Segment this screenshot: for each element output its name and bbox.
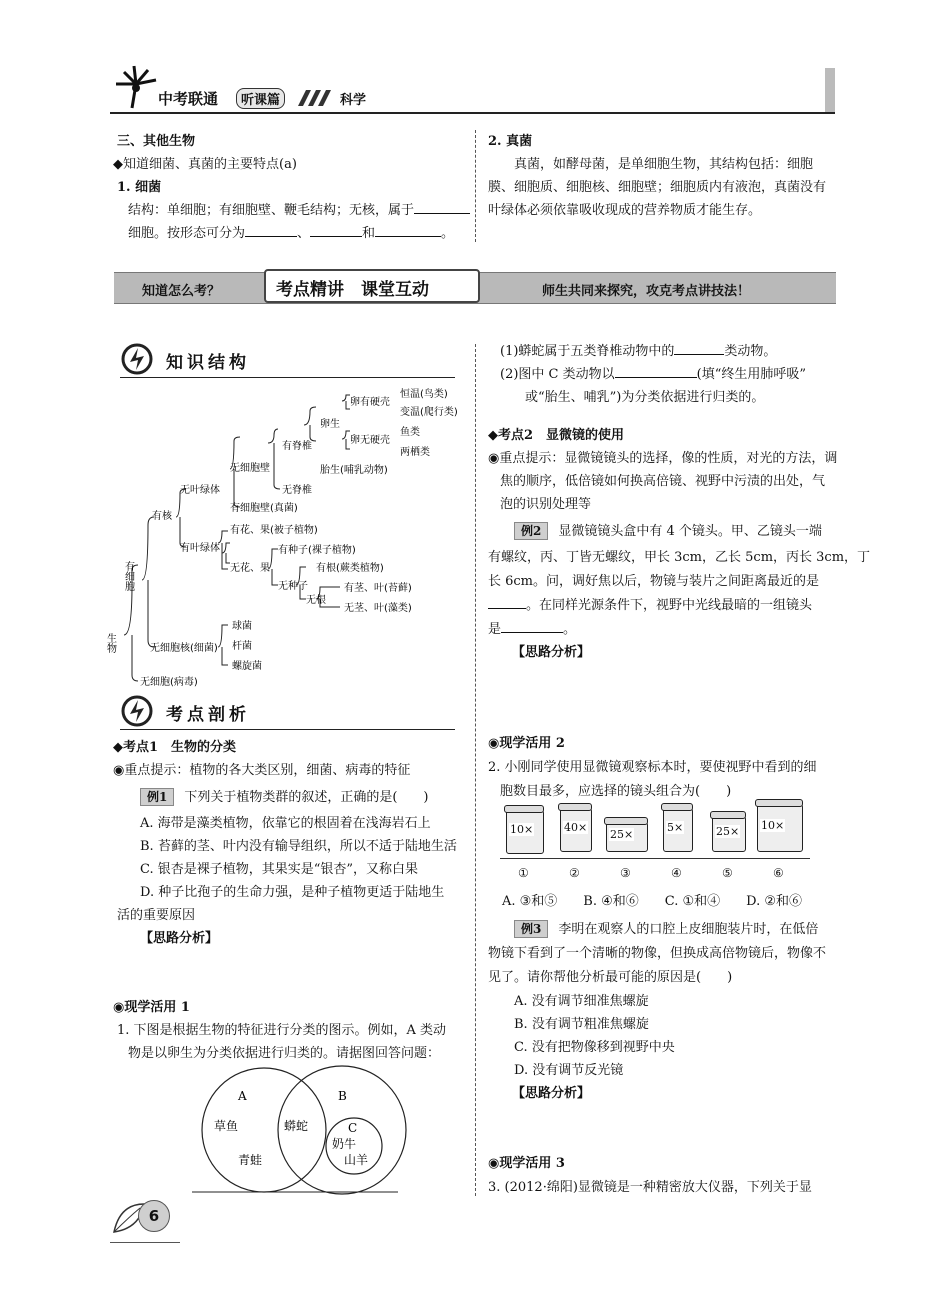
venn-c: C	[348, 1121, 358, 1135]
tree-vertebrate: 有脊椎	[282, 441, 312, 452]
ex1-option-d1: D. 种子比孢子的生命力强，是种子植物更适于陆地生	[140, 885, 445, 900]
lens-number: ②	[569, 866, 580, 880]
answer-blank[interactable]	[310, 222, 362, 237]
example2-line5	[488, 618, 576, 642]
tree-root-yes: 有根(蕨类植物)	[316, 563, 384, 574]
header-rule	[120, 729, 455, 730]
q1-text: (1)蟒蛇属于五类脊椎动物中的	[500, 344, 675, 359]
lens-label: 5×	[667, 821, 684, 834]
point1-hint: ◉重点提示：植物的各大类区别，细菌、病毒的特征	[113, 763, 411, 778]
header-rule	[120, 377, 455, 378]
lens-cap	[710, 811, 746, 819]
app1-line2: 物是以卵生为分类依据进行归类的。请据图回答问题：	[128, 1046, 441, 1061]
tree-invertebrate: 无脊椎	[282, 485, 312, 496]
example-tag: 例2	[514, 522, 548, 540]
footer-rule	[110, 1242, 180, 1243]
fungi-title: 2. 真菌	[488, 134, 533, 149]
banner-center-box	[264, 269, 480, 303]
thinking-label: 【思路分析】	[512, 645, 591, 660]
fungi-line1: 真菌，如酵母菌，是单细胞生物，其结构包括：细胞	[514, 157, 814, 172]
app2-line2: 胞数目最多，应选择的镜头组合为( )	[500, 784, 732, 799]
example3-line1	[514, 918, 818, 942]
bacteria-text2: 细胞。按形态可分为	[128, 226, 246, 241]
venn-cow: 奶牛	[332, 1137, 357, 1151]
bacteria-line1	[128, 199, 470, 223]
ex1-option-c: C. 银杏是裸子植物，其果实是“银杏”，又称白果	[140, 862, 419, 877]
ex3-option-b: B. 没有调节粗准焦螺旋	[514, 1017, 649, 1032]
page-header	[110, 62, 835, 118]
tree-stem-no: 无茎、叶(藻类)	[344, 603, 412, 614]
ex3-option-d: D. 没有调节反光镜	[514, 1063, 624, 1078]
venn-b: B	[338, 1089, 347, 1103]
tree-fish: 鱼类	[400, 427, 420, 438]
ex1-option-a: A. 海带是藻类植物，依靠它的根固着在浅海岩石上	[140, 816, 431, 831]
lens-2	[560, 806, 592, 852]
tree-no-nucleus: 无细胞核(细菌)	[150, 643, 218, 654]
tree-cell: 有细胞	[122, 561, 134, 591]
ex1-option-d2: 活的重要原因	[117, 908, 196, 923]
venn-qingwa: 青蛙	[238, 1153, 263, 1167]
banner-left: 知道怎么考？	[142, 284, 221, 299]
tree-spirilla: 螺旋菌	[232, 661, 262, 672]
ex1-option-b: B. 苔藓的茎、叶内没有输导组织，所以不适于陆地生活	[140, 839, 457, 854]
subject-label: 科学	[340, 93, 367, 108]
example3-line2: 物镜下看到了一个清晰的物像，但换成高倍物镜后，物像不	[488, 946, 827, 961]
answer-blank[interactable]	[375, 222, 441, 237]
page-number: 6	[148, 1207, 160, 1225]
lens-5	[712, 814, 746, 852]
q1-part2b: 或“胎生、哺乳”)为分类依据进行归类的。	[525, 390, 765, 405]
tree-no-flowers: 无花、果	[230, 563, 270, 574]
lens-4	[663, 806, 693, 852]
fungi-line2: 膜、细胞质、细胞核、细胞壁；细胞质内有液泡，真菌没有	[488, 180, 827, 195]
example1-question: 下列关于植物类群的叙述，正确的是( )	[184, 790, 429, 805]
lens-figure-base	[500, 858, 810, 859]
sep: 。	[441, 226, 455, 241]
tab-label: 听课篇	[236, 88, 285, 109]
example2-line1	[514, 520, 822, 544]
q1-text: 类动物。	[724, 344, 777, 359]
swirl-icon	[120, 694, 156, 728]
section-title: 三、其他生物	[117, 134, 196, 149]
ex3-text: 李明在观察人的口腔上皮细胞装片时，在低倍	[558, 922, 819, 937]
example3-line3: 见了。请你帮他分析最可能的原因是( )	[488, 970, 733, 985]
tree-hard-shell: 卵有硬壳	[350, 397, 390, 408]
app3-title: ◉现学活用 3	[488, 1156, 565, 1171]
tree-no-seed: 无种子	[278, 581, 308, 592]
lens-label: 25×	[716, 825, 740, 838]
ex3-option-c: C. 没有把物像移到视野中央	[514, 1040, 675, 1055]
example2-line3: 长 6cm。问，调好焦以后，物镜与装片之间距离最近的是	[488, 574, 820, 589]
classification-tree	[104, 385, 470, 690]
tree-bacilli: 杆菌	[232, 641, 252, 652]
point2-hint3: 泡的识别处理等	[500, 497, 592, 512]
ex3-option-a: A. 没有调节细准焦螺旋	[514, 994, 649, 1009]
page-number-badge	[138, 1200, 170, 1232]
lens-cap	[558, 803, 592, 811]
header-underline	[110, 112, 835, 114]
tree-nucleus: 有核	[152, 511, 172, 522]
ex2-text: 。在同样光源条件下，视野中光线最暗的一组镜头	[526, 598, 813, 613]
answer-blank[interactable]	[488, 594, 526, 609]
answer-blank[interactable]	[501, 618, 563, 633]
stripes-decoration	[298, 90, 334, 106]
thinking-label: 【思路分析】	[140, 931, 219, 946]
app2-line1: 2. 小刚同学使用显微镜观察标本时，要使视野中看到的细	[488, 760, 817, 775]
swirl-icon	[120, 342, 156, 376]
tree-cocci: 球菌	[232, 621, 252, 632]
bacteria-text1: 结构：单细胞；有细胞壁、鞭毛结构；无核，属于	[128, 203, 415, 218]
ex2-text: 。	[563, 622, 577, 637]
example1	[140, 786, 429, 810]
point2-hint1: ◉重点提示：显微镜镜头的选择，像的性质，对光的方法，调	[488, 451, 838, 466]
point2-title: ◆考点2 显微镜的使用	[488, 428, 625, 443]
answer-blank[interactable]	[674, 340, 724, 355]
sep: 、	[297, 226, 311, 241]
lens-6	[757, 802, 803, 852]
bacteria-line2	[128, 222, 454, 246]
tree-seed: 有种子(裸子植物)	[278, 545, 356, 556]
tree-no-cell: 无细胞(病毒)	[140, 677, 198, 688]
app3-line1: 3. (2012·绵阳)显微镜是一种精密放大仪器，下列关于显	[488, 1180, 812, 1195]
lens-label: 40×	[564, 821, 588, 834]
section-banner	[114, 272, 836, 304]
answer-blank[interactable]	[615, 363, 697, 378]
lens-number: ⑤	[722, 866, 733, 880]
knowledge-header	[120, 342, 455, 378]
lens-label: 25×	[610, 828, 634, 841]
tree-no-hard-shell: 卵无硬壳	[350, 435, 390, 446]
app2-options: A. ③和⑤ B. ④和⑥ C. ①和④ D. ②和⑥	[502, 894, 803, 909]
lens-cap	[604, 817, 648, 825]
q1-part2	[500, 363, 806, 387]
objective: ◆知道细菌、真菌的主要特点(a)	[113, 157, 297, 172]
ex2-text: 显微镜镜头盒中有 4 个镜头。甲、乙镜头一端	[558, 524, 822, 539]
tree-viviparous: 胎生(哺乳动物)	[320, 465, 388, 476]
venn-mangshe: 蟒蛇	[284, 1119, 309, 1133]
q1-text: (填“终生用肺呼吸”	[696, 367, 807, 382]
fungi-line3: 叶绿体必须依靠吸收现成的营养物质才能生存。	[488, 203, 762, 218]
lens-cap	[661, 803, 693, 811]
venn-goat: 山羊	[344, 1153, 369, 1167]
ex2-text: 是	[488, 622, 502, 637]
lens-cap	[504, 805, 544, 813]
banner-right: 师生共同来探究，攻克考点讲技法！	[542, 284, 751, 299]
example2-line2: 有螺纹，丙、丁皆无螺纹，甲长 3cm，乙长 5cm，丙长 3cm，丁	[488, 550, 871, 565]
tree-has-chloro: 有叶绿体	[180, 543, 220, 554]
venn-a: A	[238, 1089, 247, 1103]
app1-line1: 1. 下图是根据生物的特征进行分类的图示。例如，A 类动	[117, 1023, 447, 1038]
lens-label: 10×	[761, 819, 785, 832]
lens-number: ④	[671, 866, 682, 880]
example-tag: 例1	[140, 788, 174, 806]
tree-amphibian: 两栖类	[400, 447, 430, 458]
venn-caoyu: 草鱼	[214, 1119, 239, 1133]
answer-blank[interactable]	[245, 222, 297, 237]
tree-flowers: 有花、果(被子植物)	[230, 525, 318, 536]
app2-title: ◉现学活用 2	[488, 736, 565, 751]
example-tag: 例3	[514, 920, 548, 938]
point2-hint2: 焦的顺序，低倍镜如何换高倍镜、视野中污渍的出处，气	[500, 474, 826, 489]
venn-diagram	[192, 1068, 398, 1194]
tree-root-no: 无根	[306, 595, 326, 606]
app1-title: ◉现学活用 1	[113, 1000, 190, 1015]
lens-number: ③	[620, 866, 631, 880]
page-footer	[110, 1198, 180, 1244]
knowledge-title: 知识结构	[166, 353, 250, 373]
lens-label: 10×	[510, 823, 534, 836]
q1-part1	[500, 340, 776, 364]
column-divider	[475, 344, 476, 1196]
thinking-label: 【思路分析】	[512, 1086, 591, 1101]
example2-line4	[488, 594, 812, 618]
tree-root: 生物	[104, 633, 116, 653]
banner-center: 考点精讲 课堂互动	[276, 280, 429, 300]
lens-3	[606, 820, 648, 852]
q1-text: (2)图中 C 类动物以	[500, 367, 615, 382]
tree-cold: 变温(爬行类)	[400, 407, 458, 418]
lens-number: ①	[518, 866, 529, 880]
tree-no-chloro: 无叶绿体	[180, 485, 220, 496]
logo-text: 中考联通	[158, 90, 219, 108]
column-divider-top	[475, 130, 476, 242]
tree-stem-yes: 有茎、叶(苔藓)	[344, 583, 412, 594]
sep: 和	[362, 226, 376, 241]
header-right-bar	[825, 68, 835, 112]
point1-title: ◆考点1 生物的分类	[113, 740, 237, 755]
analysis-title: 考点剖析	[166, 705, 250, 725]
tree-warm: 恒温(鸟类)	[400, 389, 448, 400]
bacteria-title: 1. 细菌	[117, 180, 162, 195]
lens-1	[506, 808, 544, 854]
tree-oviparous: 卵生	[320, 419, 340, 430]
tree-has-wall: 有细胞壁(真菌)	[230, 503, 298, 514]
answer-blank[interactable]	[414, 199, 470, 214]
lens-figure	[500, 806, 810, 890]
analysis-header	[120, 694, 455, 730]
lens-cap	[755, 799, 803, 807]
tree-no-wall: 无细胞壁	[230, 463, 270, 474]
lens-number: ⑥	[773, 866, 784, 880]
